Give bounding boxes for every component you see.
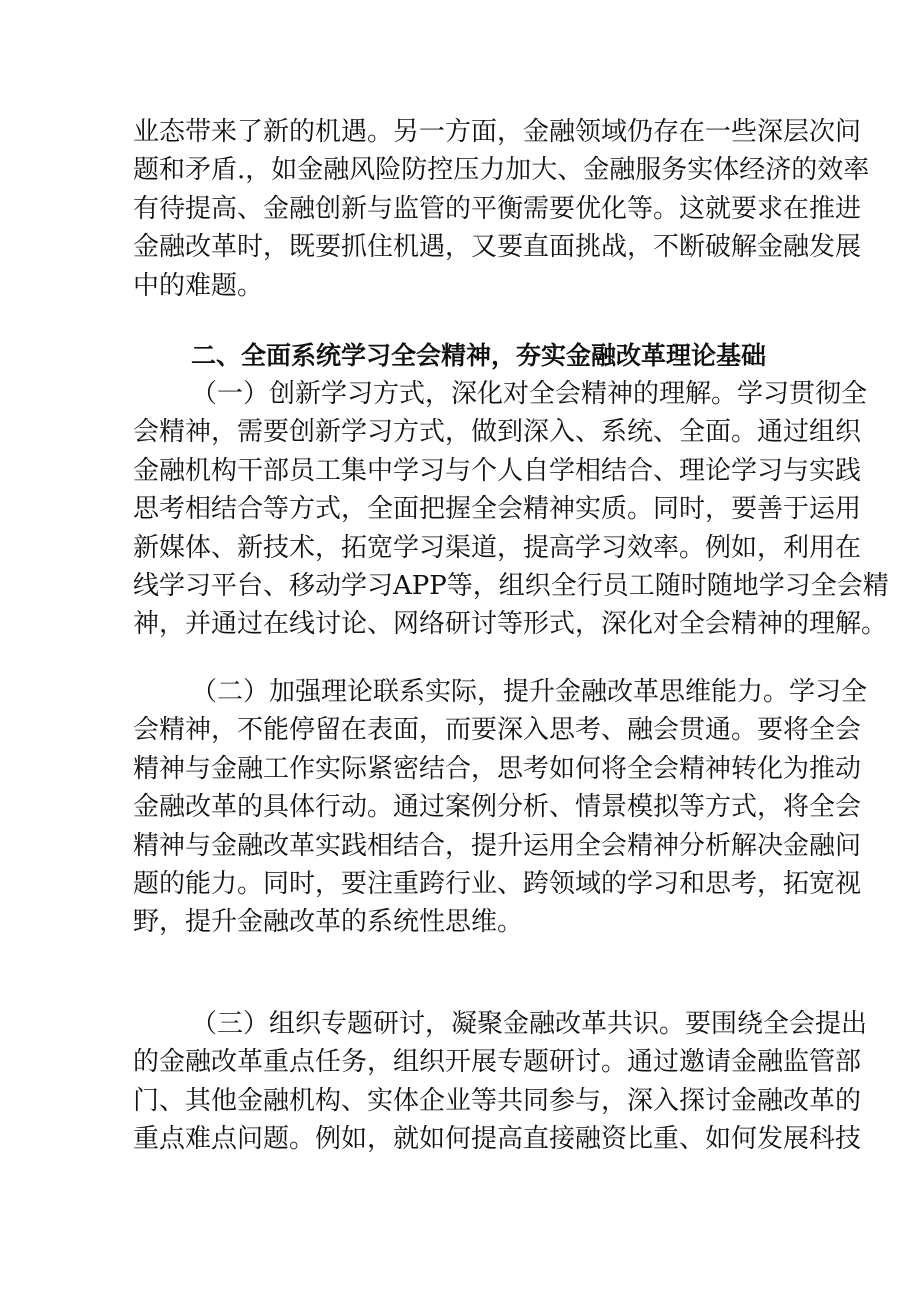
text-line: （一）创新学习方式，深化对全会精神的理解。学习贯彻全	[191, 379, 868, 409]
text-line: （二）加强理论联系实际，提升金融改革思维能力。学习全	[191, 677, 868, 707]
text-line: 门、其他金融机构、实体企业等共同参与，深入探讨金融改革的	[133, 1085, 862, 1116]
text-line: 思考相结合等方式，全面把握全会精神实质。同时，要善于运用	[133, 494, 862, 525]
paragraph-subsection-1	[133, 375, 889, 644]
text-line: 新媒体、新技术，拓宽学习渠道，提高学习效率。例如，利用在	[133, 532, 862, 563]
text-line: 金融改革的具体行动。通过案例分析、情景模拟等方式，将全会	[133, 792, 862, 823]
text-line: 会精神，不能停留在表面，而要深入思考、融会贯通。要将全会	[133, 715, 862, 746]
paragraph-intro	[133, 113, 870, 305]
text-line: 题的能力。同时，要注重跨行业、跨领域的学习和思考，拓宽视	[133, 869, 862, 900]
text-line: 线学习平台、移动学习APP等，组织全行员工随时随地学习全会精	[133, 571, 889, 602]
text-line: 重点难点问题。例如，就如何提高直接融资比重、如何发展科技	[133, 1124, 862, 1155]
paragraph-subsection-3	[133, 1005, 868, 1159]
text-line: 有待提高、金融创新与监管的平衡需要优化等。这就要求在推进	[133, 193, 862, 224]
text-line: 精神与金融工作实际紧密结合，思考如何将全会精神转化为推动	[133, 753, 862, 784]
text-line: （三）组织专题研讨，凝聚金融改革共识。要围绕全会提出	[191, 1009, 868, 1039]
text-line: 金融机构干部员工集中学习与个人自学相结合、理论学习与实践	[133, 455, 862, 486]
text-line: 业态带来了新的机遇。另一方面，金融领域仍存在一些深层次问	[133, 117, 862, 147]
text-line: 精神与金融改革实践相结合，提升运用全会精神分析解决金融问	[133, 830, 862, 861]
text-line: 神，并通过在线讨论、网络研讨等形式，深化对全会精神的理解。	[133, 609, 888, 640]
text-line: 中的难题。	[133, 270, 264, 301]
paragraph-subsection-2	[133, 673, 868, 942]
text-line: 野，提升金融改革的系统性思维。	[133, 907, 524, 938]
text-line: 题和矛盾.，如金融风险防控压力加大、金融服务实体经济的效率	[133, 155, 870, 186]
text-line: 金融改革时，既要抓住机遇，又要直面挑战，不断破解金融发展	[133, 232, 862, 263]
section-heading: 二、全面系统学习全会精神，夯实金融改革理论基础	[191, 341, 767, 370]
text-line: 会精神，需要创新学习方式，做到深入、系统、全面。通过组织	[133, 417, 862, 448]
text-line: 的金融改革重点任务，组织开展专题研讨。通过邀请金融监管部	[133, 1047, 862, 1078]
